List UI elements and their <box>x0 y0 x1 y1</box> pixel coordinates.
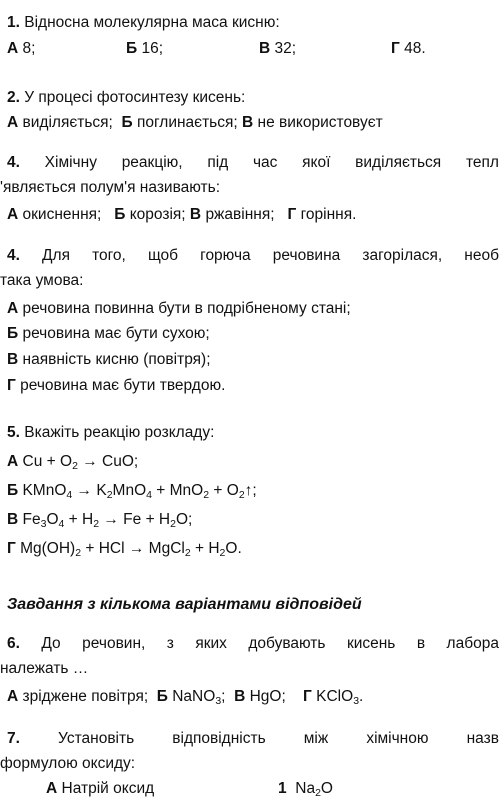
q1-stem-text: Відносна молекулярна маса кисню: <box>24 14 280 31</box>
q2-option-b: Б поглинається; <box>121 114 238 131</box>
q2-stem-text: У процесі фотосинтезу кисень: <box>24 89 246 106</box>
q3-option-a: А окиснення; <box>7 206 102 223</box>
q1-option-b: Б 16; <box>126 40 164 57</box>
q4-option-a: А речовина повинна бути в подрібненому стані; <box>7 300 351 317</box>
q3-option-d: Г горіння. <box>287 206 357 223</box>
q5-option-c: В $Fe_3O_4 + H_2 \to Fe + H_2O$; <box>7 511 193 530</box>
q5-option-d: Г $Mg(OH)_2$ + HCl → MgCl$_2$ + $H_2O$. <box>7 540 242 559</box>
q6-option-b: Б NaNO$_3$; <box>156 688 226 707</box>
q5-option-a: А $Cu + O_2$ → CuO; <box>7 453 139 472</box>
q7-stem-line1: 7. Установіть відповідність між хімічною назв <box>7 730 499 747</box>
q4-option-b: Б речовина має бути сухою; <box>7 325 210 342</box>
q3-stem-line2: 'являється полум'я називають: <box>0 179 221 196</box>
q4-stem-line1: 4. Для того, щоб горюча речовина загорілася, необ <box>7 247 499 264</box>
q2-option-c: В не використовуєт <box>242 114 383 131</box>
q7-row-1: 1 $Na_2O$ <box>278 780 333 799</box>
q6-option-a: А зріджене повітря; <box>7 688 149 705</box>
q6-option-c: В HgO; <box>234 688 286 705</box>
q6-stem-line2: належать … <box>0 660 89 677</box>
q4-stem-line2: така умова: <box>0 272 84 289</box>
q5-stem: 5. Вкажіть реакцію розкладу: <box>7 424 215 441</box>
q6-options <box>7 686 363 707</box>
q6-option-d: Г KClO$_3$. <box>303 688 364 707</box>
q4-option-d: Г речовина має бути твердою. <box>7 377 226 394</box>
q7-row-a: А Натрій оксид <box>46 780 155 797</box>
section-title: Завдання з кількома варіантами відповідей <box>7 596 362 613</box>
q5-reaction-c: $Fe_3O_4 + H_2 \to Fe + H_2O$; <box>22 511 193 530</box>
q5-reaction-b: KMnO$_4$ → $K_2MnO_4 + MnO_2$ + $O_2↑$; <box>22 482 257 501</box>
q5-option-b: Б KMnO$_4$ → $K_2MnO_4 + MnO_2$ + $O_2↑$; <box>7 482 257 501</box>
q6-stem-line1: 6. До речовин, з яких добувають кисень в лабора <box>7 635 499 652</box>
q2-stem: 2. У процесі фотосинтезу кисень: <box>7 89 246 106</box>
q1-option-c: В 32; <box>259 40 297 57</box>
q1-option-a: А 8; <box>7 40 36 57</box>
q2-option-a: А виділяється; <box>7 114 113 131</box>
q3-options <box>7 204 356 225</box>
q2-options <box>7 112 383 133</box>
q5-reaction-a: $Cu + O_2$ → CuO; <box>22 453 139 472</box>
q4-option-c: В наявність кисню (повітря); <box>7 351 211 368</box>
q1-stem <box>7 12 280 33</box>
q3-option-b: Б корозія; <box>114 206 186 223</box>
q1-number: 1. <box>7 14 20 31</box>
q7-stem-line2: формулою оксиду: <box>0 755 136 772</box>
q1-option-d: Г 48. <box>391 40 426 57</box>
q5-reaction-d: $Mg(OH)_2$ + HCl → MgCl$_2$ + $H_2O$. <box>20 540 242 559</box>
q3-option-c: В ржавіння; <box>189 206 275 223</box>
q3-stem-line1: 4. Хімічну реакцію, під час якої виділяється тепл <box>7 154 499 171</box>
q5-stem-text: Вкажіть реакцію розкладу: <box>24 424 215 441</box>
